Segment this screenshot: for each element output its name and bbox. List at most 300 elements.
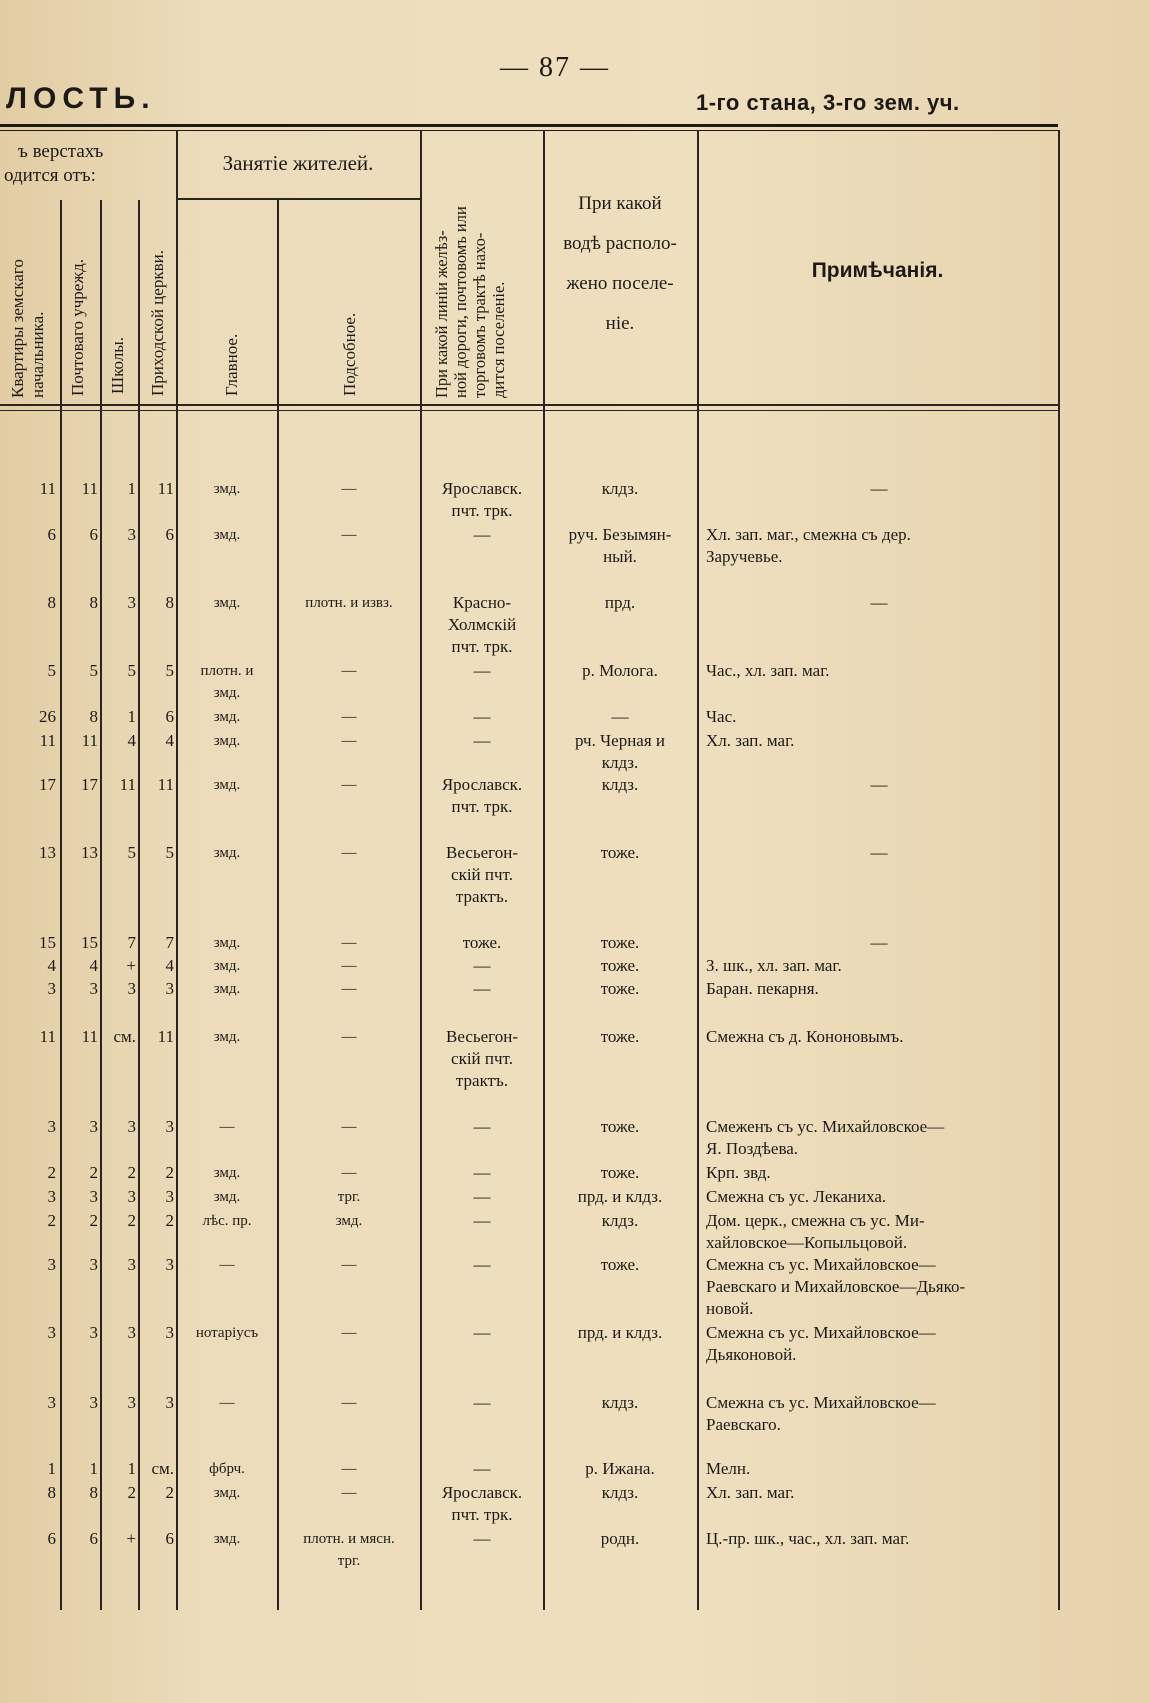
main-occupation-line: змд. <box>213 527 241 543</box>
main-occupation-cell <box>178 978 276 1000</box>
route-cell <box>422 1162 542 1184</box>
dist-zemsky-cell: 26 <box>39 707 56 726</box>
notes-line: Баран. пекарня. <box>706 979 819 998</box>
route-line: Ярославск. <box>441 479 523 498</box>
main-occupation-cell <box>178 774 276 796</box>
route-line: — <box>473 1323 491 1342</box>
dist-church-cell: 4 <box>165 731 174 750</box>
route-cell <box>422 1254 542 1276</box>
dist-zemsky-cell: 11 <box>39 731 56 750</box>
water-cell <box>545 1116 695 1138</box>
dist-zemsky-cell: 11 <box>39 1027 56 1046</box>
route-line: пчт. трк. <box>451 637 513 656</box>
water-cell <box>545 1026 695 1048</box>
water-cell <box>545 1186 695 1208</box>
water-cell <box>545 842 695 864</box>
notes-cell <box>706 1254 1052 1320</box>
main-occupation-cell <box>178 932 276 954</box>
notes-line: Смеженъ съ ус. Михайловское— <box>706 1117 945 1136</box>
aux-occupation-line: — <box>341 777 357 793</box>
aux-occupation-line: — <box>341 845 357 861</box>
dist-church-cell: 6 <box>165 525 174 544</box>
route-line: — <box>473 1211 491 1230</box>
dist-school-cell: 2 <box>127 1483 136 1502</box>
route-line: пчт. трк. <box>451 1505 513 1524</box>
water-cell <box>545 1458 695 1480</box>
notes-line: Мелн. <box>706 1459 751 1478</box>
notes-line: новой. <box>706 1299 754 1318</box>
notes-line: Я. Поздѣева. <box>706 1139 799 1158</box>
dist-postal-cell: 8 <box>89 593 98 612</box>
dist-church-cell: 2 <box>165 1483 174 1502</box>
aux-occupation-line: — <box>341 1461 357 1477</box>
dist-school-cell: 7 <box>127 933 136 952</box>
route-line: трактъ. <box>455 1071 509 1090</box>
church-header: Приходской церкви. <box>148 250 167 396</box>
main-occupation-cell <box>178 706 276 728</box>
water-line: р. Молога. <box>582 661 658 680</box>
main-occupation-cell <box>178 1322 276 1344</box>
route-cell <box>422 1210 542 1232</box>
dist-postal-cell: 2 <box>89 1211 98 1230</box>
dist-church-cell: 11 <box>157 775 174 794</box>
main-occupation-line: змд. <box>213 777 241 793</box>
main-occupation-cell <box>178 1210 276 1232</box>
dist-postal-cell: 3 <box>89 1117 98 1136</box>
dist-church-cell: 4 <box>165 956 174 975</box>
main-occupation-line: змд. <box>213 1485 241 1501</box>
dist-church-cell: 11 <box>157 1027 174 1046</box>
water-line: прд. <box>604 593 636 612</box>
notes-header: Примѣчанія. <box>811 259 944 282</box>
route-line: скій пчт. <box>451 1049 513 1068</box>
dist-church-cell: 3 <box>165 1255 174 1274</box>
dist-church-cell: 3 <box>165 1187 174 1206</box>
notes-line: Раевскаго и Михайловское—Дьяко- <box>706 1277 966 1296</box>
notes-cell <box>706 1528 1052 1550</box>
water-line: родн. <box>600 1529 640 1548</box>
water-line: р. Ижана. <box>585 1459 655 1478</box>
dist-zemsky-cell: 2 <box>47 1211 56 1230</box>
aux-occupation-cell <box>278 730 420 752</box>
aux-occupation-cell <box>278 706 420 728</box>
water-header: При какой водѣ располо- жено поселе- ніе. <box>563 193 677 334</box>
water-cell <box>545 774 695 796</box>
notes-cell <box>706 660 1052 682</box>
schools-header: Школы. <box>108 337 127 394</box>
aux-occupation-cell <box>278 978 420 1000</box>
route-line: — <box>473 1163 491 1182</box>
notes-cell <box>706 1116 1052 1160</box>
water-cell <box>545 932 695 954</box>
notes-cell <box>706 774 1052 796</box>
dist-school-cell: 3 <box>127 593 136 612</box>
dist-school-cell: см. <box>113 1027 136 1046</box>
dist-zemsky-cell: 3 <box>47 1255 56 1274</box>
aux-occupation-line: — <box>341 709 357 725</box>
notes-cell <box>706 1482 1052 1504</box>
main-occupation-cell <box>178 478 276 500</box>
route-cell <box>422 524 542 546</box>
route-line: — <box>473 1529 491 1548</box>
aux-occupation-line: трг. <box>337 1189 361 1205</box>
aux-occupation-cell <box>278 774 420 796</box>
notes-line: Ц.-пр. шк., час., хл. зап. маг. <box>706 1529 910 1548</box>
main-occupation-cell <box>178 1186 276 1208</box>
main-occupation-line: змд. <box>213 958 241 974</box>
route-line: — <box>473 707 491 726</box>
dist-postal-cell: 3 <box>89 1255 98 1274</box>
main-occupation-line: лѣс. пр. <box>202 1213 252 1229</box>
dist-school-cell: 3 <box>127 1117 136 1136</box>
occupation-group-header: Занятіе жителей. <box>222 151 374 175</box>
aux-occupation-line: — <box>341 1257 357 1273</box>
dist-postal-cell: 11 <box>81 731 98 750</box>
route-cell <box>422 1392 542 1414</box>
notes-cell <box>706 1322 1052 1366</box>
route-cell <box>422 706 542 728</box>
route-line: тоже. <box>462 933 502 952</box>
dist-school-cell: 1 <box>127 707 136 726</box>
header-right: 1-го стана, 3-го зем. уч. <box>696 90 960 115</box>
dist-church-cell: 3 <box>165 979 174 998</box>
notes-cell <box>706 1392 1052 1436</box>
route-line: пчт. трк. <box>451 501 513 520</box>
water-cell <box>545 1322 695 1344</box>
water-line: тоже. <box>600 1255 640 1274</box>
water-line: тоже. <box>600 1163 640 1182</box>
notes-cell <box>706 1186 1052 1208</box>
notes-line: Дом. церк., смежна съ ус. Ми- <box>706 1211 925 1230</box>
aux-occupation-cell <box>278 660 420 682</box>
dist-school-cell: 2 <box>127 1211 136 1230</box>
notes-line: Смежна съ ус. Михайловское— <box>706 1393 936 1412</box>
dist-postal-cell: 6 <box>89 525 98 544</box>
dist-church-cell: 2 <box>165 1163 174 1182</box>
route-line: — <box>473 525 491 544</box>
water-line: клдз. <box>601 1483 639 1502</box>
aux-occupation-cell <box>278 1322 420 1344</box>
aux-occupation-line: — <box>341 1029 357 1045</box>
water-line: руч. Безымян- <box>568 525 672 544</box>
route-line: — <box>473 1187 491 1206</box>
route-line: Холмскій <box>447 615 517 634</box>
dist-school-cell: 5 <box>127 843 136 862</box>
main-occupation-line: змд. <box>213 481 241 497</box>
dist-school-cell: 11 <box>119 775 136 794</box>
aux-occupation-line: плотн. и мясн. <box>303 1531 395 1547</box>
water-line: тоже. <box>600 933 640 952</box>
water-line: прд. и клдз. <box>577 1187 663 1206</box>
route-line: Весьегон- <box>446 843 518 862</box>
route-line: — <box>473 661 491 680</box>
dist-school-cell: 4 <box>127 731 136 750</box>
dist-school-cell: 3 <box>127 1393 136 1412</box>
main-occupation-line: змд. <box>213 709 241 725</box>
main-occupation-line: змд. <box>213 1189 241 1205</box>
route-line: пчт. трк. <box>451 797 513 816</box>
dist-zemsky-cell: 8 <box>47 593 56 612</box>
railway-header: При какой линіи желѣз- ной дороги, почтовомъ или торговомъ трактѣ нахо- дится поселеніе. <box>432 206 508 398</box>
dist-church-cell: 5 <box>165 661 174 680</box>
dist-school-cell: + <box>126 1529 136 1548</box>
aux-occupation-line: трг. <box>337 1553 361 1569</box>
dist-zemsky-cell: 2 <box>47 1163 56 1182</box>
main-occupation-header: Главное. <box>222 333 241 396</box>
dist-postal-cell: 11 <box>81 479 98 498</box>
water-line: клдз. <box>601 775 639 794</box>
header-left: ЛОСТЬ. <box>6 82 156 115</box>
notes-line: Смежна съ ус. Леканиха. <box>706 1187 887 1206</box>
route-cell <box>422 842 542 908</box>
zemsky-header: Квартиры земскаго начальника. <box>8 259 47 398</box>
main-occupation-cell <box>178 730 276 752</box>
dist-zemsky-cell: 3 <box>47 1323 56 1342</box>
notes-cell <box>706 592 1052 614</box>
route-cell <box>422 1528 542 1550</box>
water-cell <box>545 1482 695 1504</box>
dist-zemsky-cell: 8 <box>47 1483 56 1502</box>
notes-line: Хл. зап. маг. <box>706 1483 795 1502</box>
route-line: — <box>473 1393 491 1412</box>
aux-occupation-cell <box>278 932 420 954</box>
water-cell <box>545 706 695 728</box>
dist-postal-cell: 3 <box>89 979 98 998</box>
main-occupation-line: змд. <box>213 685 241 701</box>
route-cell <box>422 932 542 954</box>
aux-occupation-cell <box>278 1210 420 1232</box>
water-cell <box>545 1210 695 1232</box>
dist-church-cell: 5 <box>165 843 174 862</box>
water-line: ный. <box>603 547 637 566</box>
main-occupation-line: змд. <box>213 1531 241 1547</box>
dist-postal-cell: 15 <box>81 933 98 952</box>
dist-school-cell: 3 <box>127 1187 136 1206</box>
notes-line: Крп. звд. <box>706 1163 771 1182</box>
dist-zemsky-cell: 3 <box>47 1187 56 1206</box>
aux-occupation-cell <box>278 955 420 977</box>
route-cell <box>422 478 542 522</box>
route-cell <box>422 955 542 977</box>
water-cell <box>545 660 695 682</box>
aux-occupation-cell <box>278 592 420 614</box>
notes-cell <box>706 1026 1052 1048</box>
notes-line: Смежна съ ус. Михайловское— <box>706 1255 936 1274</box>
water-line: клдз. <box>601 1211 639 1230</box>
notes-line: Хл. зап. маг., смежна съ дер. <box>706 525 911 544</box>
aux-occupation-cell <box>278 478 420 500</box>
route-line: Весьегон- <box>446 1027 518 1046</box>
water-line: тоже. <box>600 843 640 862</box>
route-cell <box>422 774 542 818</box>
dist-school-cell: 5 <box>127 661 136 680</box>
aux-occupation-cell <box>278 1482 420 1504</box>
water-cell <box>545 978 695 1000</box>
dist-church-cell: 2 <box>165 1211 174 1230</box>
route-line: — <box>473 1459 491 1478</box>
notes-cell <box>706 706 1052 728</box>
notes-line: Час. <box>706 707 737 726</box>
route-cell <box>422 730 542 752</box>
route-cell <box>422 1116 542 1138</box>
dist-postal-cell: 3 <box>89 1323 98 1342</box>
main-occupation-cell <box>178 1026 276 1048</box>
aux-occupation-cell <box>278 524 420 546</box>
notes-cell <box>706 1458 1052 1480</box>
water-cell <box>545 955 695 977</box>
water-cell <box>545 730 695 774</box>
dist-postal-cell: 8 <box>89 707 98 726</box>
aux-occupation-line: — <box>341 1165 357 1181</box>
dist-postal-cell: 5 <box>89 661 98 680</box>
aux-occupation-line: — <box>341 663 357 679</box>
dist-school-cell: 1 <box>127 479 136 498</box>
dist-zemsky-cell: 3 <box>47 1393 56 1412</box>
water-line: прд. и клдз. <box>577 1323 663 1342</box>
dist-church-cell: 3 <box>165 1117 174 1136</box>
main-occupation-cell <box>178 660 276 704</box>
aux-occupation-line: — <box>341 958 357 974</box>
main-occupation-cell <box>178 1116 276 1138</box>
notes-line: — <box>870 593 888 612</box>
notes-line: хайловское—Копыльцовой. <box>706 1233 908 1252</box>
aux-occupation-line: — <box>341 1395 357 1411</box>
water-cell <box>545 1392 695 1414</box>
aux-occupation-line: — <box>341 1325 357 1341</box>
water-cell <box>545 524 695 568</box>
dist-church-cell: 8 <box>165 593 174 612</box>
main-occupation-line: змд. <box>213 595 241 611</box>
notes-line: Заручевье. <box>706 547 783 566</box>
distance-group-header: ъ верстахъ одится отъ: <box>4 141 104 186</box>
aux-occupation-line: змд. <box>335 1213 363 1229</box>
dist-postal-cell: 8 <box>89 1483 98 1502</box>
dist-postal-cell: 3 <box>89 1187 98 1206</box>
main-occupation-line: змд. <box>213 733 241 749</box>
page-number: — 87 — <box>500 52 610 83</box>
main-occupation-line: змд. <box>213 845 241 861</box>
dist-zemsky-cell: 5 <box>47 661 56 680</box>
notes-line: Час., хл. зап. маг. <box>706 661 830 680</box>
dist-church-cell: см. <box>151 1459 174 1478</box>
route-line: — <box>473 1117 491 1136</box>
main-occupation-cell <box>178 1482 276 1504</box>
dist-school-cell: 3 <box>127 525 136 544</box>
notes-cell <box>706 524 1052 568</box>
dist-postal-cell: 6 <box>89 1529 98 1548</box>
main-occupation-line: — <box>219 1119 235 1135</box>
top-rule-thin <box>0 130 1058 131</box>
dist-postal-cell: 11 <box>81 1027 98 1046</box>
aux-occupation-line: плотн. и извз. <box>305 595 393 611</box>
notes-line: — <box>870 775 888 794</box>
notes-line: Раевскаго. <box>706 1415 781 1434</box>
route-cell <box>422 1482 542 1526</box>
aux-occupation-line: — <box>341 1119 357 1135</box>
water-cell <box>545 592 695 614</box>
aux-occupation-line: — <box>341 527 357 543</box>
dist-postal-cell: 1 <box>89 1459 98 1478</box>
notes-cell <box>706 978 1052 1000</box>
water-cell <box>545 1254 695 1276</box>
notes-cell <box>706 478 1052 500</box>
aux-occupation-line: — <box>341 733 357 749</box>
route-line: — <box>473 956 491 975</box>
aux-occupation-cell <box>278 1026 420 1048</box>
route-cell <box>422 1322 542 1344</box>
route-line: трактъ. <box>455 887 509 906</box>
main-occupation-line: змд. <box>213 1029 241 1045</box>
notes-cell <box>706 842 1052 864</box>
dist-postal-cell: 4 <box>89 956 98 975</box>
dist-zemsky-cell: 15 <box>39 933 56 952</box>
postal-header: Почтоваго учрежд. <box>68 259 87 396</box>
dist-zemsky-cell: 6 <box>47 1529 56 1548</box>
main-occupation-cell <box>178 842 276 864</box>
route-line: Красно- <box>452 593 512 612</box>
dist-church-cell: 6 <box>165 707 174 726</box>
main-occupation-line: змд. <box>213 1165 241 1181</box>
route-cell <box>422 1026 542 1092</box>
dist-zemsky-cell: 13 <box>39 843 56 862</box>
notes-line: Смежна съ ус. Михайловское— <box>706 1323 936 1342</box>
main-occupation-cell <box>178 524 276 546</box>
notes-cell <box>706 730 1052 752</box>
dist-church-cell: 11 <box>157 479 174 498</box>
aux-occupation-line: — <box>341 481 357 497</box>
water-cell <box>545 478 695 500</box>
dist-school-cell: 3 <box>127 979 136 998</box>
aux-occupation-cell <box>278 1458 420 1480</box>
dist-school-cell: 3 <box>127 1323 136 1342</box>
main-occupation-line: — <box>219 1395 235 1411</box>
notes-cell <box>706 932 1052 954</box>
notes-line: — <box>870 843 888 862</box>
main-occupation-line: нотаріусъ <box>195 1325 259 1341</box>
water-line: рч. Черная и <box>574 731 666 750</box>
water-line: клдз. <box>601 479 639 498</box>
route-line: Ярославск. <box>441 1483 523 1502</box>
main-occupation-cell <box>178 1254 276 1276</box>
aux-occupation-line: — <box>341 1485 357 1501</box>
dist-zemsky-cell: 3 <box>47 979 56 998</box>
notes-line: Смежна съ д. Кононовымъ. <box>706 1027 904 1046</box>
water-line: тоже. <box>600 979 640 998</box>
route-cell <box>422 592 542 658</box>
main-occupation-cell <box>178 1162 276 1184</box>
dist-postal-cell: 13 <box>81 843 98 862</box>
route-cell <box>422 660 542 682</box>
main-occupation-cell <box>178 1528 276 1550</box>
water-line: тоже. <box>600 956 640 975</box>
water-line: — <box>611 707 629 726</box>
dist-postal-cell: 3 <box>89 1393 98 1412</box>
aux-occupation-cell <box>278 1254 420 1276</box>
aux-occupation-line: — <box>341 981 357 997</box>
main-occupation-cell <box>178 592 276 614</box>
dist-zemsky-cell: 3 <box>47 1117 56 1136</box>
dist-school-cell: 1 <box>127 1459 136 1478</box>
dist-zemsky-cell: 1 <box>47 1459 56 1478</box>
route-cell <box>422 1186 542 1208</box>
aux-occupation-header: Подсобное. <box>340 312 359 396</box>
notes-line: З. шк., хл. зап. маг. <box>706 956 842 975</box>
notes-cell <box>706 1162 1052 1184</box>
route-line: — <box>473 979 491 998</box>
route-line: Ярославск. <box>441 775 523 794</box>
aux-occupation-cell <box>278 842 420 864</box>
dist-church-cell: 6 <box>165 1529 174 1548</box>
